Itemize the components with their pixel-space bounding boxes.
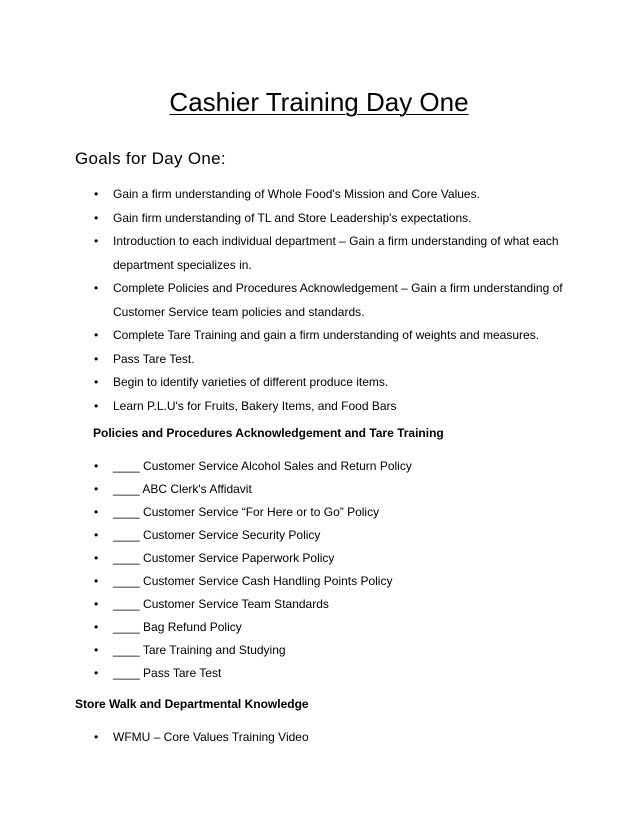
bullet-icon: • [94, 505, 99, 519]
bullet-icon: • [94, 482, 99, 496]
checklist-item: • ____ Tare Training and Studying [113, 639, 583, 662]
list-item: • WFMU – Core Values Training Video [113, 726, 583, 749]
goals-heading: Goals for Day One: [75, 149, 226, 168]
checklist-item: • ____ Customer Service Security Policy [113, 524, 583, 547]
bullet-icon: • [94, 375, 99, 389]
bullet-icon: • [94, 187, 99, 201]
bullet-icon: • [94, 459, 99, 473]
list-item: • Learn P.L.U's for Fruits, Bakery Items, and Food Bars [113, 395, 583, 419]
checklist-item: • ____ ABC Clerk's Affidavit [113, 478, 583, 501]
bullet-icon: • [94, 643, 99, 657]
bullet-icon: • [94, 574, 99, 588]
checklist-item: • ____ Pass Tare Test [113, 662, 583, 685]
checklist-item: • ____ Customer Service Team Standards [113, 593, 583, 616]
bullet-icon: • [94, 398, 99, 413]
bullet-icon: • [94, 328, 99, 342]
bullet-icon: • [94, 281, 99, 295]
policies-heading: Policies and Procedures Acknowledgement and Tare Training [93, 426, 444, 440]
checklist-item: • ____ Bag Refund Policy [113, 616, 583, 639]
policies-checklist [94, 455, 583, 685]
goals-list [94, 183, 583, 418]
store-walk-list [94, 726, 583, 749]
checklist-item: • ____ Customer Service Alcohol Sales and Return Policy [113, 455, 583, 478]
list-item: • Begin to identify varieties of different produce items. [113, 371, 583, 395]
checklist-item: • ____ Customer Service “For Here or to Go” Policy [113, 501, 583, 524]
list-item: • Introduction to each individual department – Gain a firm understanding of what each department specializes in. [113, 230, 583, 277]
bullet-icon: • [94, 666, 99, 680]
list-item: • Pass Tare Test. [113, 348, 583, 372]
list-item: • Gain firm understanding of TL and Store Leadership's expectations. [113, 207, 583, 231]
store-walk-heading: Store Walk and Departmental Knowledge [75, 697, 309, 711]
bullet-icon: • [94, 551, 99, 565]
bullet-icon: • [94, 351, 99, 366]
checklist-item: • ____ Customer Service Paperwork Policy [113, 547, 583, 570]
bullet-icon: • [94, 528, 99, 542]
bullet-icon: • [94, 210, 99, 225]
bullet-icon: • [94, 597, 99, 611]
checklist-item: • ____ Customer Service Cash Handling Points Policy [113, 570, 583, 593]
list-item: • Gain a firm understanding of Whole Food's Mission and Core Values. [113, 183, 583, 207]
bullet-icon: • [94, 730, 99, 744]
list-item: • Complete Tare Training and gain a firm understanding of weights and measures. [113, 324, 583, 348]
bullet-icon: • [94, 234, 99, 248]
list-item: • Complete Policies and Procedures Acknowledgement – Gain a firm understanding of Customer Service team policies and standards. [113, 277, 583, 324]
bullet-icon: • [94, 620, 99, 634]
document-title: Cashier Training Day One [169, 87, 469, 117]
